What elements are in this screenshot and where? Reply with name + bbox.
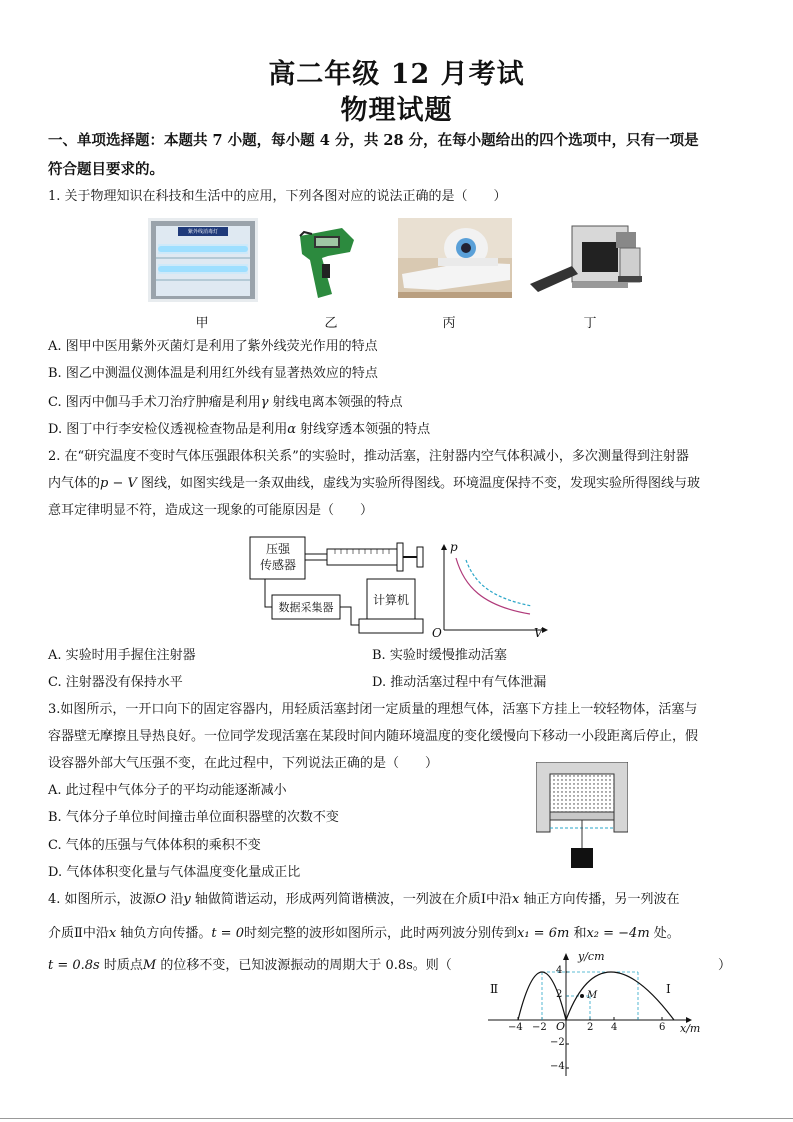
q2-line2-pre: 内气体的 [48,476,101,491]
x-axis-label: x/m [680,1022,701,1035]
x-tick-2: 2 [587,1022,594,1033]
pv-symbol: p − V [100,476,137,491]
q4-line3 [48,952,468,979]
q4-line1-end: 轴正方向传播，另一列波在 [519,892,680,907]
q4-line2-mid: 轴负方向传播。 [116,926,212,941]
q2-line3: 意耳定律明显不符，造成这一现象的可能原因是（ ） [48,503,374,518]
q3-option-c: C. 气体的压强与气体体积的乘积不变 [48,838,261,853]
medium-i-label: Ⅰ [666,982,671,996]
q4-paren-close: ） [718,958,732,973]
x-tick-6: 6 [659,1022,666,1033]
x1-value: x₁ = 6m [517,926,570,941]
q3-line1: 3.如图所示，一开口向下的固定容器内，用轻质活塞封闭一定质量的理想气体，活塞下方挂上一较轻物体，活塞与 [48,702,698,717]
q1-option-c-text-end: 射线电离本领强的特点 [268,395,403,410]
q1-option-b: B. 图乙中测温仪测体温是利用红外线有显著热效应的特点 [48,366,378,381]
q4-line2-and: 和 [569,926,587,941]
q1-option-c-text: C. 图丙中伽马手术刀治疗肿瘤是利用 [48,395,261,410]
q3-line3: 设容器外部大气压强不变，在此过程中，下列说法正确的是（ ） [48,756,439,771]
q4-line1 [48,886,753,913]
alpha-symbol: α [287,422,297,437]
q4-line1-post: 轴做简谐运动，形成两列简谐横波，一列波在介质Ⅰ中沿 [190,892,512,907]
t-zero-symbol: t = 0 [211,926,244,941]
y-tick-neg4: −4 [550,1061,565,1072]
wave-source-symbol: O [155,892,167,907]
q2-line2-post: 图线，如图实线是一条双曲线，虚线为实验所得图线。环境温度保持不变，发现实验所得图线与玻 [136,476,701,491]
q2-line2 [48,470,753,497]
section-heading-line2: 符合题目要求的。 [48,161,164,178]
x-tick-neg4: −4 [508,1022,523,1033]
q4-line2-pre: 介质Ⅱ中沿 [48,926,109,941]
exam-subtitle: 物理试题 [340,95,453,126]
q4-line3-end: 的位移不变，已知波源振动的周期大于 0.8s。则（ [156,958,452,973]
q4-line1-pre: 4. 如图所示，波源 [48,892,156,907]
q3-line2: 容器壁无摩擦且导热良好。一位同学发现活塞在某段时间内随环境温度的变化缓慢向下移动一小段距离后停止，假 [48,729,699,744]
uv-lamp-label: 紫外线消毒灯 [187,229,218,235]
q3-option-b: B. 气体分子单位时间撞击单位面积器壁的次数不变 [48,810,339,825]
q2-line1: 2. 在“研究温度不变时气体压强跟体积关系”的实验时，推动活塞，注射器内空气体积减小，多次测量得到注射器 [48,449,689,464]
exam-title: 高二年级 12 月考试 [268,59,525,90]
gamma-knife-image [398,218,512,298]
q2-option-d: D. 推动活塞过程中有气体泄漏 [372,675,547,690]
section-heading [48,126,748,184]
section-heading-line1: 一、单项选择题：本题共 7 小题，每小题 4 分，共 28 分，在每小题给出的四个选项中，只有一项是 [48,132,699,149]
point-m-symbol: M [142,958,157,973]
q3-stem [48,696,753,777]
q1-option-a: A. 图甲中医用紫外灭菌灯是利用了紫外线荧光作用的特点 [48,339,378,354]
q2-stem [48,443,753,524]
x-axis-symbol-2: x [108,926,117,941]
wave-graph [484,950,714,1082]
gamma-symbol: γ [260,395,269,410]
q2-option-b: B. 实验时缓慢推动活塞 [372,648,507,663]
pressure-sensor-label [251,541,305,573]
x-tick-neg2: −2 [532,1022,547,1033]
q1-option-d-text: D. 图丁中行李安检仪透视检查物品是利用 [48,422,288,437]
medium-ii-label: Ⅱ [490,982,499,996]
q1-option-d-text-end: 射线穿透本领强的特点 [296,422,431,437]
t-value: t = 0.8s [48,958,100,973]
y-tick-2: 2 [556,989,563,1000]
q4-line1-mid: 沿 [166,892,184,907]
q1-stem: 1. 关于物理知识在科技和生活中的应用，下列各图对应的说法正确的是（ ） [48,189,507,204]
pv-graph [430,542,550,642]
origin-label: O [432,626,442,640]
y-tick-4: 4 [556,965,563,976]
page-bottom-rule [0,1118,793,1119]
security-scanner-image [528,218,644,302]
q1-option-c [48,393,753,413]
q3-option-a: A. 此过程中气体分子的平均动能逐渐减小 [48,783,287,798]
q4-line2-end: 处。 [649,926,680,941]
q3-option-d: D. 气体体积变化量与气体温度变化量成正比 [48,865,301,880]
caption-jia: 甲 [195,316,209,331]
q2-option-c: C. 注射器没有保持水平 [48,675,183,690]
x-axis-symbol: x [512,892,520,907]
q4-line2 [48,920,753,947]
q1-option-d [48,420,753,440]
pressure-sensor-line2: 传感器 [259,558,296,572]
caption-bing: 丙 [442,316,456,331]
v-axis-label: V [534,626,543,640]
q4-line2-mid2: 时刻完整的波形如图所示，此时两列波分别传到 [243,926,517,941]
q4-line3-mid: 时质点 [99,958,143,973]
y-axis-label: y/cm [578,950,605,963]
point-m-label: M [587,990,598,1001]
uv-lamp-image [148,218,258,302]
experiment-apparatus [245,535,430,640]
x-tick-4: 4 [611,1022,618,1033]
thermometer-gun-image [292,218,362,302]
caption-yi: 乙 [324,316,338,331]
pressure-sensor-line1: 压强 [265,542,290,556]
p-axis-label: p [450,540,458,554]
q2-option-a: A. 实验时用手握住注射器 [48,648,196,663]
x2-value: x₂ = −4m [586,926,650,941]
wave-origin-label: O [556,1020,566,1033]
y-tick-neg2: −2 [550,1037,565,1048]
data-collector-label: 数据采集器 [278,601,334,614]
y-axis-symbol: y [183,892,191,907]
computer-label: 计算机 [372,593,409,607]
caption-ding: 丁 [583,316,597,331]
